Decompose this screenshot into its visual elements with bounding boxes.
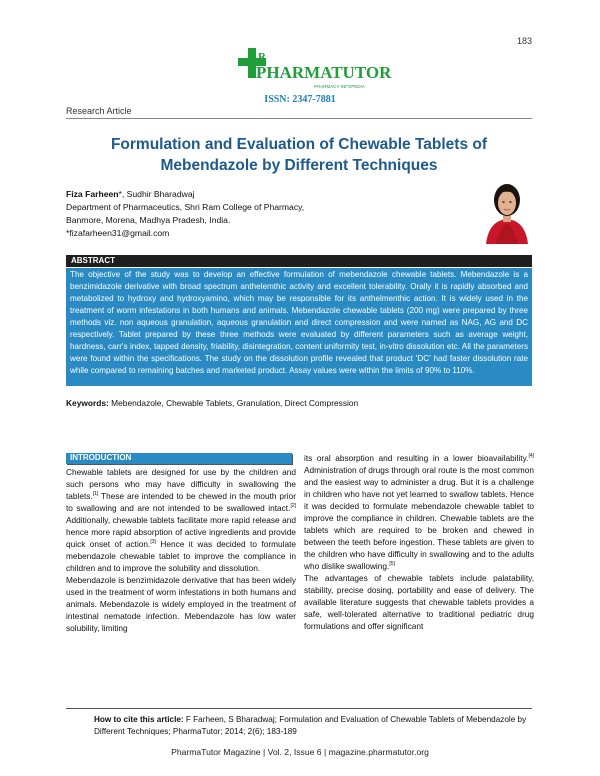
title-line-2: Mebendazole by Different Techniques <box>160 157 438 174</box>
affiliation-line-2: Banmore, Morena, Madhya Pradesh, India. <box>66 215 231 225</box>
body-column-right <box>304 452 534 632</box>
intro-paragraph-4: The advantages of chewable tablets include palatability, stability, precise dosing, portability and ease of delivery. The available literature suggests that chewable tablets provides a safe, well-tolerated alternative to traditional pediatric drug formulations and offer significant <box>304 573 534 631</box>
co-authors: *, Sudhir Bharadwaj <box>118 189 195 199</box>
article-type: Research Article <box>66 106 132 116</box>
citation-ref: [1] <box>92 491 99 498</box>
citation-ref: [2] <box>290 503 296 510</box>
abstract-heading: ABSTRACT <box>71 256 115 265</box>
cite-label: How to cite this article: <box>94 715 184 724</box>
header-divider <box>66 118 532 119</box>
keywords-text: Mebendazole, Chewable Tablets, Granulation, Direct Compression <box>108 398 359 408</box>
abstract-text: The objective of the study was to develop an effective formulation of mebendazole chewable tablets. Mebendazole is a benzimidazole derivative with broad spectrum anthelemthic activity and excellent tolerability. Orally it is rapidly absorbed and metabolized to hydroxy and hydroxyamino, which may be responsible for its anthelmenthic action. It is widely used in the treatment of worm infestations in both humans and animals. Mebendazole chewable tablets (200 mg) were prepared by three methods viz. non aqueous granulation, aqueous granulation and direct compression and were named as NAG, AG and DC respectively. Tablet prepared by these three methods were evaluated by different parameters such as average weight, hardness, carr's index, tapped density, friability, disintegration, content uniformity test, in-vitro dissolution etc. All the parameters were found within the specifications. The study on the dissolution profile revealed that product 'DC' had faster dissolution rate while compared to remaining batches and marketed product. Assay values were within the limits of 90% to 110%. <box>66 268 532 386</box>
issn: ISSN: 2347-7881 <box>264 94 336 105</box>
body-column-left <box>66 466 296 634</box>
introduction-heading: INTRODUCTION <box>70 453 132 462</box>
author-email: *fizafarheen31@gmail.com <box>66 228 170 238</box>
intro-paragraph-3: its oral absorption and resulting in a lower bioavailability.[4] Administration of drugs through oral route is the most common and the easiest way to administer a drug. But it is a challenge in children who have not yet learned to swallow tablets. Hence it was decided to formulate mebendazole chewable tablet to improve the compliance in children. Chewable tablets are the tablets which are required to be broken and chewed in between the teeth before ingestion. These tablets are given to the children who have difficulty in swallowing and to the adults who dislike swallowing.[5] <box>304 453 534 571</box>
how-to-cite <box>94 714 534 738</box>
lead-author: Fiza Farheen <box>66 189 119 199</box>
title-line-1: Formulation and Evaluation of Chewable Tablets of <box>110 136 488 153</box>
citation-ref: [4] <box>528 453 534 460</box>
introduction-heading-bar <box>66 453 292 464</box>
logo-text: PHARMATUTOR <box>256 63 392 82</box>
citation-ref: [5] <box>389 561 395 568</box>
page-footer: PharmaTutor Magazine | Vol. 2, Issue 6 | magazine.pharmatutor.org <box>171 747 429 757</box>
pharmatutor-logo <box>232 48 392 94</box>
svg-text:R: R <box>258 51 266 63</box>
keywords-label: Keywords: <box>66 398 109 408</box>
citation-ref: [3] <box>150 539 156 546</box>
cite-text: F Farheen, S Bharadwaj; Formulation and Evaluation of Chewable Tablets of Mebendazole by Different Techniques; PharmaTutor; 2014; 2(6); 183-189 <box>94 715 527 736</box>
intro-paragraph-2: Mebendazole is benzimidazole derivative that has been widely used in the treatment of worm infestations in both humans and animals. Mebendazole is widely employed in the treatment of intestinal nematode infection. Mebendazole has low water solubility, limiting <box>66 575 296 633</box>
logo-tagline: PHARMACY INFOPEDIA <box>314 84 365 89</box>
author-photo <box>478 172 536 244</box>
footer-divider <box>66 708 532 709</box>
author-block <box>66 188 446 240</box>
keywords <box>66 398 532 408</box>
affiliation-line-1: Department of Pharmaceutics, Shri Ram College of Pharmacy, <box>66 202 305 212</box>
page-number: 183 <box>516 36 532 46</box>
intro-paragraph-1: Chewable tablets are designed for use by the children and such persons who may have difficulty in swallowing the tablets.[1] These are intended to be chewed in the mouth prior to swallowing and are not intended to be swallowed intact.[2] Additionally, chewable tablets facilitate more rapid release and hence more rapid absorption of active ingredients and provide quick onset of action.[3] Hence it was decided to formulate mebendazole chewable tablet to improve the compliance in children and to improve the solubility and dissolution. <box>66 467 296 573</box>
article-title <box>66 134 532 176</box>
abstract-heading-bar <box>66 255 532 267</box>
